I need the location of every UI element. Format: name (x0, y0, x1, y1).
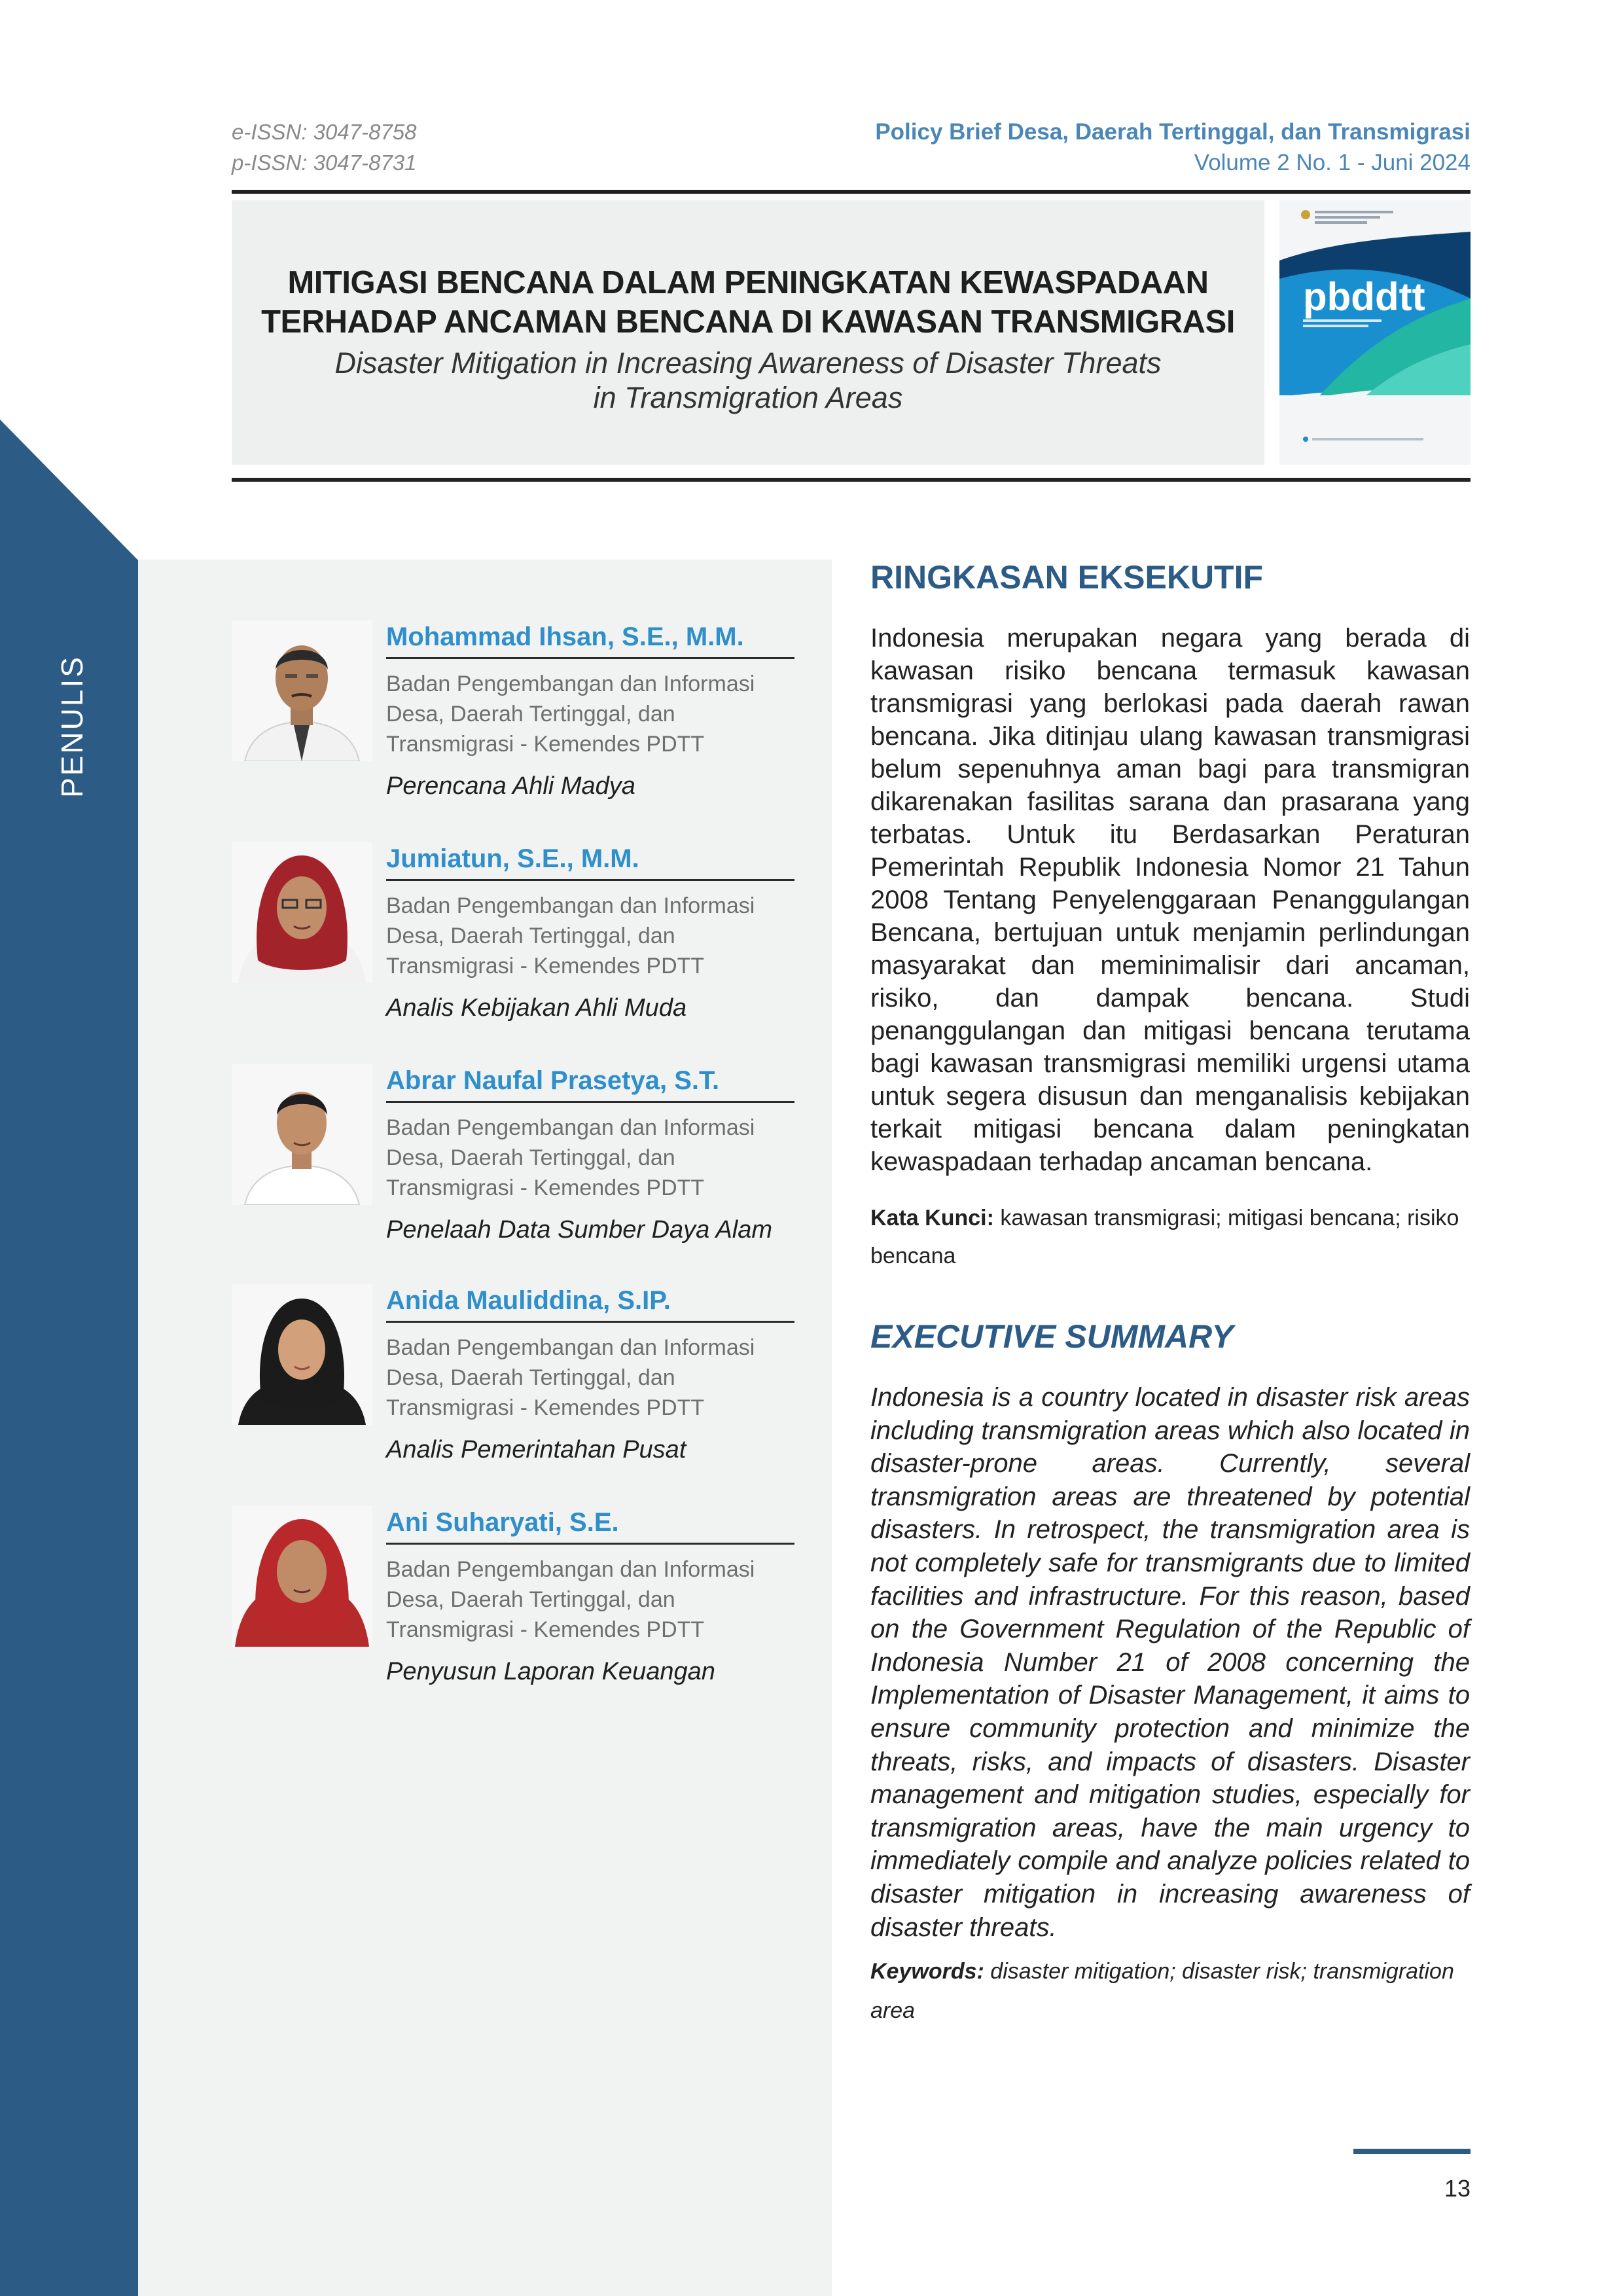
author-name: Abrar Naufal Prasetya, S.T. (386, 1064, 794, 1103)
author-role: Perencana Ahli Madya (386, 772, 635, 800)
executive-keywords: Keywords: disaster mitigation; disaster risk; transmigration area (870, 1959, 1454, 2023)
emblem-icon (1301, 210, 1310, 219)
sidebar-label: PENULIS (55, 655, 89, 798)
author-photo (232, 1506, 372, 1647)
author-role: Penelaah Data Sumber Daya Alam (386, 1216, 773, 1244)
author-name: Mohammad Ihsan, S.E., M.M. (386, 620, 794, 659)
header-divider (232, 190, 1471, 194)
journal-cover-thumbnail (1279, 200, 1471, 465)
title-english: Disaster Mitigation in Increasing Awareness of Disaster Threats in Transmigration Areas (334, 346, 1162, 414)
cover-art (1279, 200, 1471, 465)
title-box (232, 200, 1264, 465)
issn-block (232, 117, 417, 178)
author-card (232, 620, 794, 830)
author-role: Penyusun Laporan Keuangan (386, 1658, 715, 1685)
title-indonesian: MITIGASI BENCANA DALAM PENINGKATAN KEWASPADAAN TERHADAP ANCAMAN BENCANA DI KAWASAN TRANSMIGRASI (261, 265, 1235, 340)
ringkasan-heading: RINGKASAN EKSEKUTIF (870, 559, 1264, 596)
author-affiliation: Badan Pengembangan dan Informasi Desa, Daerah Tertinggal, dan Transmigrasi - Kemendes PDTT (386, 893, 755, 978)
author-photo (232, 1064, 372, 1205)
author-affiliation: Badan Pengembangan dan Informasi Desa, Daerah Tertinggal, dan Transmigrasi - Kemendes PDTT (386, 1557, 755, 1642)
author-affiliation: Badan Pengembangan dan Informasi Desa, Daerah Tertinggal, dan Transmigrasi - Kemendes PDTT (386, 1115, 755, 1200)
author-role: Analis Kebijakan Ahli Muda (386, 994, 687, 1022)
journal-title: Policy Brief Desa, Daerah Tertinggal, dan Transmigrasi (875, 119, 1471, 145)
author-photo (232, 842, 372, 983)
author-affiliation: Badan Pengembangan dan Informasi Desa, Daerah Tertinggal, dan Transmigrasi - Kemendes PDTT (386, 1335, 755, 1420)
ringkasan-body: Indonesia merupakan negara yang berada di kawasan risiko bencana termasuk kawasan transmigrasi yang berlokasi pada daerah rawan bencana. Jika ditinjau ulang kawasan transmigrasi belum sepenuhnya aman bagi para transmigran dikarenakan fasilitas sarana dan prasarana yang terbatas. Untuk itu Berdasarkan Peraturan Pemerintah Republik Indonesia Nomor 21 Tahun 2008 Tentang Penyelenggaraan Penanggulangan Bencana, bertujuan untuk menjamin perlindungan masyarakat dan meminimalisir dari ancaman, risiko, dan dampak bencana. Studi penanggulangan dan mitigasi bencana terutama bagi kawasan transmigrasi memiliki urgensi utama untuk segera disusun dan menganalisis kebijakan terkait mitigasi bencana dalam peningkatan kewaspadaan terhadap ancaman bencana. (870, 624, 1470, 1176)
page-number: 13 (1444, 2175, 1471, 2202)
journal-volume: Volume 2 No. 1 - Juni 2024 (1194, 150, 1471, 175)
page-number-bar (1353, 2149, 1471, 2154)
cover-logo: pbddtt (1303, 275, 1425, 319)
sidebar-corner (0, 420, 138, 560)
author-photo (232, 620, 372, 761)
author-name: Ani Suharyati, S.E. (386, 1506, 794, 1545)
executive-heading: EXECUTIVE SUMMARY (870, 1318, 1234, 1355)
sidebar (0, 560, 138, 2296)
author-card (232, 1064, 794, 1274)
author-role: Analis Pemerintahan Pusat (386, 1436, 687, 1463)
author-name: Anida Mauliddina, S.IP. (386, 1284, 794, 1323)
title-divider (232, 478, 1471, 482)
author-card (232, 1506, 794, 1715)
author-photo (232, 1284, 372, 1425)
author-card (232, 1284, 794, 1494)
author-name: Jumiatun, S.E., M.M. (386, 842, 794, 881)
p-issn: p-ISSN: 3047-8731 (232, 151, 417, 175)
ringkasan-keywords: Kata Kunci: kawasan transmigrasi; mitigasi bencana; risiko bencana (870, 1206, 1459, 1268)
author-card (232, 842, 794, 1052)
journal-block (875, 117, 1471, 178)
e-issn: e-ISSN: 3047-8758 (232, 120, 417, 144)
author-affiliation: Badan Pengembangan dan Informasi Desa, Daerah Tertinggal, dan Transmigrasi - Kemendes PDTT (386, 672, 755, 757)
executive-body: Indonesia is a country located in disaster risk areas including transmigration areas which also located in disaster-prone areas. Currently, several transmigration areas are threatened by potential disasters. In retrospect, the transmigration area is not completely safe for transmigrants due to limited facilities and infrastructure. For this reason, based on the Government Regulation of the Republic of Indonesia Number 21 of 2008 concerning the Implementation of Disaster Management, it aims to ensure community protection and minimize the threats, risks, and impacts of disasters. Disaster management and mitigation studies, especially for transmigration areas, have the main urgency to immediately compile and analyze policies related to disaster mitigation in increasing awareness of disaster threats. (870, 1383, 1470, 1942)
